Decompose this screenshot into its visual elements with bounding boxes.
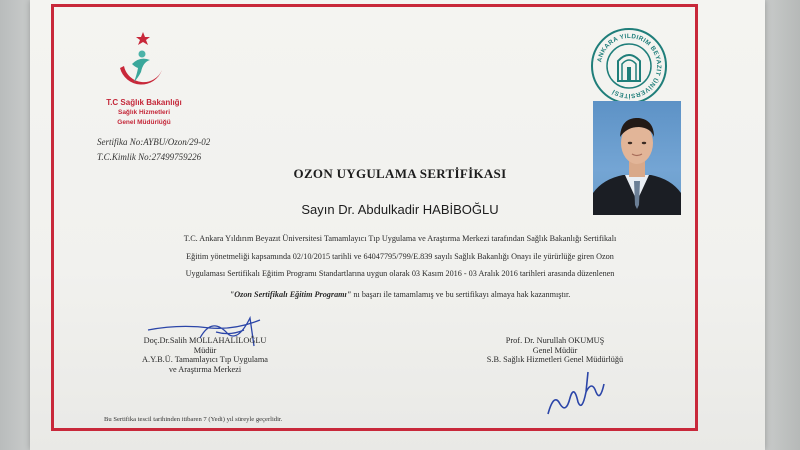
recipient-photo (593, 101, 681, 215)
ministry-line2: Sağlık Hizmetleri (117, 109, 171, 116)
ministry-line3: Genel Müdürlüğü (117, 119, 171, 126)
university-seal-icon (590, 27, 668, 105)
svg-text:ANKARA YILDIRIM BEYAZIT ÜNİVER: ANKARA YILDIRIM BEYAZIT ÜNİVERSİTESİ (596, 32, 663, 100)
right-signatory-role: Genel Müdür (532, 345, 578, 355)
body-line-3: Uygulaması Sertifikalı Eğitim Programı Standartlarına uygun olarak 03 Kasım 2016 - 03 Aralık 2016 tarihleri arasında düzenlenen (185, 269, 615, 278)
tc-id-number: T.C.Kimlik No:27499759226 (97, 152, 202, 162)
recipient-name: Sayın Dr. Abdulkadir HABİBOĞLU (301, 202, 499, 217)
body-line-2: Eğitim yönetmeliği kapsamında 02/10/2015 tarihli ve 64047795/799/E.839 sayılı Sağlık Bakanlığı Onayı ile yürürlüğe giren Ozon (186, 252, 614, 261)
ministry-line1: T.C Sağlık Bakanlığı (106, 98, 182, 107)
left-signatory-org1: A.Y.B.Ü. Tamamlayıcı Tıp Uygulama (142, 355, 268, 364)
body-line-4 (120, 290, 680, 299)
ministry-name (98, 98, 190, 127)
left-signatory-org2: ve Araştırma Merkezi (168, 364, 242, 374)
left-signatory-name: Doç.Dr.Salih MOLLAHALİLOĞLU (143, 336, 267, 345)
body-line-1: T.C. Ankara Yıldırım Beyazıt Üniversitesi Tamamlayıcı Tıp Uygulama ve Araştırma Merkezi tarafından Sağlık Bakanlığı Sertifikalı (183, 234, 617, 243)
body-line-4-rest: nı başarı ile tamamlamış ve bu sertifikayı almaya hak kazanmıştır. (351, 290, 571, 299)
left-signatory (120, 336, 290, 374)
right-signatory-name: Prof. Dr. Nurullah OKUMUŞ (505, 336, 605, 345)
right-signatory-org: S.B. Sağlık Hizmetleri Genel Müdürlüğü (486, 355, 624, 364)
right-signatory (470, 336, 640, 365)
ministry-logo-icon (110, 30, 170, 98)
portrait-image (593, 101, 681, 215)
certificate-number: Sertifika No:AYBU/Ozon/29-02 (97, 137, 211, 147)
program-name: "Ozon Sertifikalı Eğitim Programı" (229, 290, 352, 299)
validity-footnote: Bu Sertifika tescil tarihinden itibaren 7 (Yedi) yıl süreyle geçerlidir. (104, 416, 283, 423)
left-signatory-role: Müdür (193, 345, 217, 355)
right-signature-icon (540, 362, 610, 420)
certificate-title: OZON UYGULAMA SERTİFİKASI (293, 166, 507, 181)
